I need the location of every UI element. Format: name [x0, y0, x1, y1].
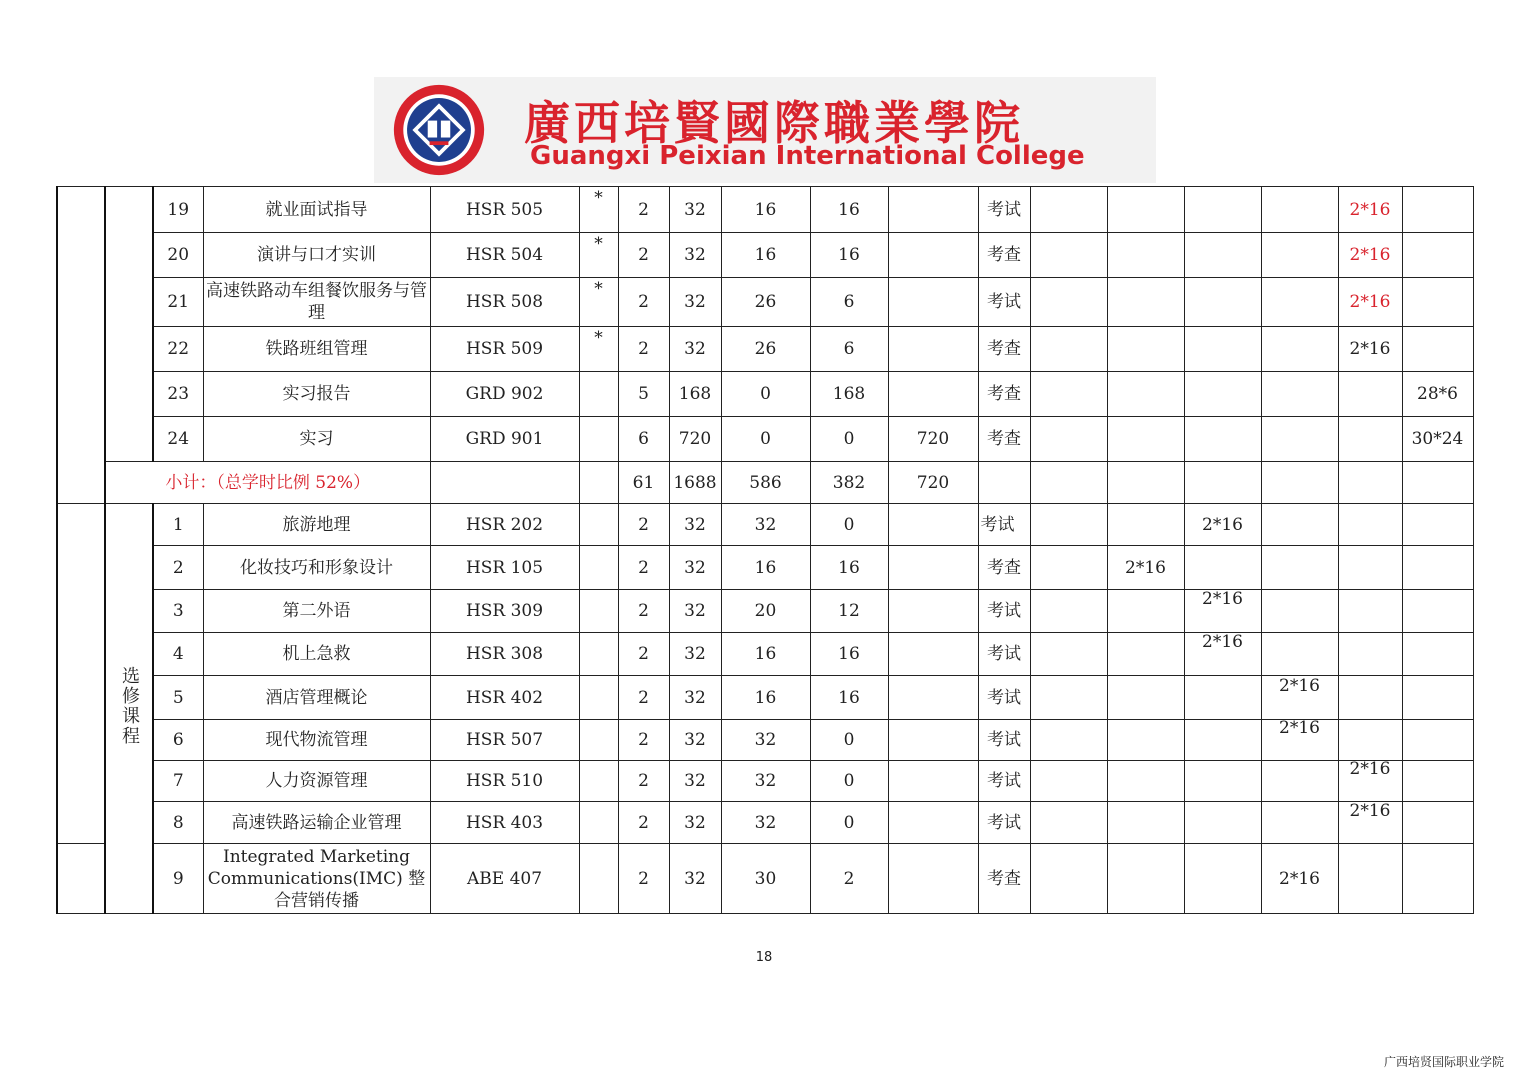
internship-hours	[888, 546, 978, 590]
total-hours: 32	[669, 761, 721, 802]
course-name: 旅游地理	[203, 504, 430, 546]
course-code: HSR 507	[430, 720, 579, 761]
table-row	[57, 844, 1473, 914]
semester-cell	[1261, 327, 1338, 372]
semester-value: 2*16	[1279, 675, 1320, 696]
semester-cell	[1184, 720, 1261, 761]
course-name: 就业面试指导	[203, 187, 430, 233]
semester-cell	[1107, 844, 1184, 914]
table-row	[57, 676, 1473, 720]
course-code: HSR 504	[430, 233, 579, 278]
practice-hours: 16	[810, 546, 888, 590]
semester-cell	[1261, 590, 1338, 633]
semester-cell	[1402, 720, 1473, 761]
semester-cell	[1184, 327, 1261, 372]
course-no: 3	[153, 590, 203, 633]
course-code: HSR 105	[430, 546, 579, 590]
course-table-body	[57, 187, 1473, 914]
semester-cell	[1402, 844, 1473, 914]
semester-cell	[1184, 187, 1261, 233]
theory-hours: 0	[721, 417, 810, 462]
core-star	[579, 720, 618, 761]
semester-cell	[1030, 633, 1107, 676]
assessment: 考查	[978, 233, 1030, 278]
elective-group-cell	[105, 504, 153, 914]
semester-cell	[1261, 676, 1338, 720]
total-hours: 32	[669, 676, 721, 720]
semester-cell	[1261, 462, 1338, 504]
header-banner	[374, 77, 1156, 183]
footer-college-name: 广西培贤国际职业学院	[1383, 1055, 1504, 1069]
credit: 2	[618, 844, 669, 914]
course-code: ABE 407	[430, 844, 579, 914]
semester-cell	[1402, 590, 1473, 633]
course-no: 24	[153, 417, 203, 462]
semester-cell	[1184, 761, 1261, 802]
theory-hours: 0	[721, 372, 810, 417]
table-row	[57, 417, 1473, 462]
practice-hours: 0	[810, 504, 888, 546]
table-row	[57, 761, 1473, 802]
assessment: 考试	[978, 590, 1030, 633]
semester-cell: 30*24	[1402, 417, 1473, 462]
table-row	[57, 278, 1473, 327]
practice-hours: 0	[810, 417, 888, 462]
credit: 6	[618, 417, 669, 462]
semester-cell	[1261, 233, 1338, 278]
semester-cell	[1261, 187, 1338, 233]
semester-cell	[1184, 546, 1261, 590]
credit: 2	[618, 590, 669, 633]
page-number: 18	[755, 950, 773, 965]
core-star	[579, 417, 618, 462]
semester-cell	[1338, 676, 1402, 720]
course-name: 第二外语	[203, 590, 430, 633]
total-hours: 32	[669, 278, 721, 327]
semester-cell	[1107, 633, 1184, 676]
semester-cell	[1107, 417, 1184, 462]
subtotal-internship: 720	[888, 462, 978, 504]
course-code: HSR 505	[430, 187, 579, 233]
college-logo-icon	[392, 83, 486, 177]
semester-cell	[1107, 504, 1184, 546]
practice-hours: 6	[810, 278, 888, 327]
semester-cell	[1402, 504, 1473, 546]
semester-cell	[1107, 187, 1184, 233]
total-hours: 32	[669, 504, 721, 546]
internship-hours: 720	[888, 417, 978, 462]
theory-hours: 16	[721, 633, 810, 676]
course-no: 21	[153, 278, 203, 327]
core-star	[579, 633, 618, 676]
semester-cell	[1030, 761, 1107, 802]
semester-cell	[1030, 278, 1107, 327]
semester-cell	[1402, 233, 1473, 278]
table-row	[57, 504, 1473, 546]
theory-hours: 32	[721, 504, 810, 546]
semester-cell	[1030, 676, 1107, 720]
credit: 2	[618, 233, 669, 278]
semester-cell	[1338, 844, 1402, 914]
credit: 2	[618, 633, 669, 676]
course-code: HSR 308	[430, 633, 579, 676]
internship-hours	[888, 720, 978, 761]
semester-value: 2*16	[1202, 632, 1243, 652]
subtotal-practice: 382	[810, 462, 888, 504]
credit: 2	[618, 504, 669, 546]
table-row	[57, 187, 1473, 233]
subtotal-hours: 1688	[669, 462, 721, 504]
semester-value: 2*16	[1349, 801, 1391, 821]
semester-cell	[1030, 590, 1107, 633]
core-star: *	[579, 187, 618, 233]
semester-cell	[978, 462, 1030, 504]
semester-cell: 28*6	[1402, 372, 1473, 417]
semester-cell: 2*16	[1261, 844, 1338, 914]
semester-cell	[1338, 417, 1402, 462]
theory-hours: 26	[721, 278, 810, 327]
semester-cell	[1261, 761, 1338, 802]
semester-cell	[1107, 327, 1184, 372]
semester-cell	[1261, 720, 1338, 761]
course-code: HSR 309	[430, 590, 579, 633]
assessment: 考查	[978, 372, 1030, 417]
table-row	[57, 233, 1473, 278]
internship-hours	[888, 633, 978, 676]
total-hours: 720	[669, 417, 721, 462]
semester-cell	[1402, 327, 1473, 372]
semester-cell	[1107, 278, 1184, 327]
internship-hours	[888, 187, 978, 233]
course-no: 1	[153, 504, 203, 546]
semester-cell	[1030, 417, 1107, 462]
course-name: 现代物流管理	[203, 720, 430, 761]
semester-cell	[1402, 462, 1473, 504]
subtotal-code-empty	[430, 462, 579, 504]
assessment: 考查	[978, 327, 1030, 372]
subtotal-row	[57, 462, 1473, 504]
semester-cell	[1184, 417, 1261, 462]
internship-hours	[888, 372, 978, 417]
total-hours: 32	[669, 844, 721, 914]
course-name: 实习报告	[203, 372, 430, 417]
semester-cell	[1030, 233, 1107, 278]
semester-cell	[1030, 327, 1107, 372]
credit: 5	[618, 372, 669, 417]
semester-cell	[1338, 802, 1402, 844]
semester-cell	[1107, 761, 1184, 802]
semester-cell	[1030, 462, 1107, 504]
assessment: 考试	[978, 761, 1030, 802]
internship-hours	[888, 504, 978, 546]
table-row	[57, 590, 1473, 633]
internship-hours	[888, 802, 978, 844]
theory-hours: 32	[721, 761, 810, 802]
semester-cell	[1184, 462, 1261, 504]
theory-hours: 26	[721, 327, 810, 372]
total-hours: 32	[669, 633, 721, 676]
core-star: *	[579, 278, 618, 327]
course-code: HSR 510	[430, 761, 579, 802]
semester-cell	[1184, 844, 1261, 914]
course-no: 4	[153, 633, 203, 676]
core-star	[579, 372, 618, 417]
semester-cell	[1338, 546, 1402, 590]
total-hours: 32	[669, 802, 721, 844]
theory-hours: 16	[721, 676, 810, 720]
category-cell-outer	[57, 504, 105, 844]
semester-cell	[1338, 372, 1402, 417]
table-row	[57, 372, 1473, 417]
course-name: 高速铁路动车组餐饮服务与管理	[203, 278, 430, 327]
total-hours: 32	[669, 327, 721, 372]
semester-cell: 2*16	[1107, 546, 1184, 590]
credit: 2	[618, 802, 669, 844]
course-name: 铁路班组管理	[203, 327, 430, 372]
course-no: 19	[153, 187, 203, 233]
practice-hours: 16	[810, 233, 888, 278]
elective-group-label: 选修课程	[119, 665, 140, 746]
total-hours: 32	[669, 233, 721, 278]
semester-cell: 2*16	[1338, 233, 1402, 278]
credit: 2	[618, 278, 669, 327]
semester-cell	[1402, 546, 1473, 590]
course-name: 人力资源管理	[203, 761, 430, 802]
semester-cell	[1184, 633, 1261, 676]
semester-cell	[1402, 761, 1473, 802]
course-name: 机上急救	[203, 633, 430, 676]
semester-cell	[1107, 720, 1184, 761]
theory-hours: 16	[721, 187, 810, 233]
assessment: 考试	[978, 802, 1030, 844]
semester-cell	[1030, 187, 1107, 233]
internship-hours	[888, 590, 978, 633]
theory-hours: 16	[721, 233, 810, 278]
course-no: 22	[153, 327, 203, 372]
total-hours: 32	[669, 546, 721, 590]
college-name-en: Guangxi Peixian International College	[530, 141, 1085, 171]
semester-cell	[1107, 802, 1184, 844]
course-code: HSR 508	[430, 278, 579, 327]
practice-hours: 0	[810, 761, 888, 802]
core-star	[579, 590, 618, 633]
semester-cell	[1338, 633, 1402, 676]
semester-value: 2*16	[1202, 589, 1243, 609]
semester-cell	[1107, 676, 1184, 720]
college-name-cn: 廣西培賢國際職業學院	[524, 96, 1024, 150]
practice-hours: 168	[810, 372, 888, 417]
category-cell-outer	[57, 187, 105, 504]
semester-cell	[1184, 372, 1261, 417]
course-no: 23	[153, 372, 203, 417]
semester-cell	[1107, 590, 1184, 633]
subtotal-theory: 586	[721, 462, 810, 504]
core-star: *	[579, 233, 618, 278]
semester-cell	[1402, 278, 1473, 327]
semester-cell	[1107, 462, 1184, 504]
credit: 2	[618, 327, 669, 372]
semester-cell	[1184, 676, 1261, 720]
core-star	[579, 504, 618, 546]
semester-cell	[1184, 802, 1261, 844]
total-hours: 168	[669, 372, 721, 417]
theory-hours: 32	[721, 802, 810, 844]
assessment: 考试	[978, 676, 1030, 720]
course-code: GRD 901	[430, 417, 579, 462]
internship-hours	[888, 278, 978, 327]
assessment: 考试	[978, 278, 1030, 327]
semester-cell	[1261, 417, 1338, 462]
course-name: 化妆技巧和形象设计	[203, 546, 430, 590]
core-star	[579, 546, 618, 590]
theory-hours: 32	[721, 720, 810, 761]
total-hours: 32	[669, 590, 721, 633]
internship-hours	[888, 233, 978, 278]
assessment: 考查	[978, 844, 1030, 914]
semester-cell	[1402, 676, 1473, 720]
semester-cell	[1030, 720, 1107, 761]
semester-cell	[1261, 633, 1338, 676]
internship-hours	[888, 327, 978, 372]
semester-cell	[1402, 802, 1473, 844]
credit: 2	[618, 546, 669, 590]
semester-cell	[1261, 372, 1338, 417]
semester-cell	[1402, 187, 1473, 233]
internship-hours	[888, 761, 978, 802]
course-no: 20	[153, 233, 203, 278]
semester-cell	[1030, 546, 1107, 590]
assessment: 考试	[978, 633, 1030, 676]
semester-cell	[1338, 462, 1402, 504]
semester-cell	[1261, 278, 1338, 327]
semester-cell	[1184, 590, 1261, 633]
core-star: *	[579, 327, 618, 372]
semester-cell: 2*16	[1338, 327, 1402, 372]
semester-cell	[1338, 590, 1402, 633]
table-row	[57, 802, 1473, 844]
course-name: 酒店管理概论	[203, 676, 430, 720]
subtotal-credit: 61	[618, 462, 669, 504]
course-no: 8	[153, 802, 203, 844]
core-star	[579, 761, 618, 802]
course-code: HSR 509	[430, 327, 579, 372]
practice-hours: 16	[810, 633, 888, 676]
practice-hours: 0	[810, 720, 888, 761]
subtotal-label: 小计：（总学时比例 52%）	[105, 462, 430, 504]
semester-cell	[1184, 278, 1261, 327]
practice-hours: 0	[810, 802, 888, 844]
core-star	[579, 844, 618, 914]
subtotal-star-empty	[579, 462, 618, 504]
category-cell-outer	[57, 844, 105, 914]
semester-cell	[1184, 233, 1261, 278]
internship-hours	[888, 676, 978, 720]
semester-cell	[1030, 844, 1107, 914]
table-row	[57, 720, 1473, 761]
credit: 2	[618, 676, 669, 720]
semester-cell	[1030, 372, 1107, 417]
semester-cell	[1107, 233, 1184, 278]
course-name: 演讲与口才实训	[203, 233, 430, 278]
course-code: HSR 202	[430, 504, 579, 546]
practice-hours: 2	[810, 844, 888, 914]
credit: 2	[618, 187, 669, 233]
course-no: 9	[153, 844, 203, 914]
practice-hours: 12	[810, 590, 888, 633]
course-name: 高速铁路运输企业管理	[203, 802, 430, 844]
theory-hours: 16	[721, 546, 810, 590]
total-hours: 32	[669, 187, 721, 233]
credit: 2	[618, 761, 669, 802]
semester-cell: 2*16	[1184, 504, 1261, 546]
assessment: 考试	[978, 720, 1030, 761]
total-hours: 32	[669, 720, 721, 761]
table-row	[57, 546, 1473, 590]
semester-cell	[1402, 633, 1473, 676]
table-row	[57, 327, 1473, 372]
practice-hours: 16	[810, 187, 888, 233]
theory-hours: 20	[721, 590, 810, 633]
internship-hours	[888, 844, 978, 914]
semester-cell	[1030, 802, 1107, 844]
course-code: HSR 403	[430, 802, 579, 844]
semester-cell	[1338, 504, 1402, 546]
table-row	[57, 633, 1473, 676]
semester-cell	[1261, 504, 1338, 546]
course-code: GRD 902	[430, 372, 579, 417]
assessment: 考查	[978, 417, 1030, 462]
assessment: 考试	[978, 187, 1030, 233]
semester-cell	[1261, 546, 1338, 590]
semester-cell	[1338, 761, 1402, 802]
assessment: 考查	[978, 546, 1030, 590]
course-table	[56, 186, 1474, 914]
course-no: 2	[153, 546, 203, 590]
core-star	[579, 676, 618, 720]
course-no: 7	[153, 761, 203, 802]
course-no: 6	[153, 720, 203, 761]
course-name: 实习	[203, 417, 430, 462]
semester-cell: 2*16	[1338, 278, 1402, 327]
core-star	[579, 802, 618, 844]
semester-cell	[1030, 504, 1107, 546]
practice-hours: 16	[810, 676, 888, 720]
assessment: 考试	[978, 504, 1030, 546]
category-cell-inner	[105, 187, 153, 462]
practice-hours: 6	[810, 327, 888, 372]
course-no: 5	[153, 676, 203, 720]
credit: 2	[618, 720, 669, 761]
course-name: Integrated Marketing Communications(IMC) 整合营销传播	[203, 844, 430, 914]
semester-cell	[1261, 802, 1338, 844]
semester-value: 2*16	[1349, 760, 1391, 779]
semester-value: 2*16	[1279, 719, 1320, 738]
semester-cell	[1107, 372, 1184, 417]
semester-cell: 2*16	[1338, 187, 1402, 233]
semester-cell	[1338, 720, 1402, 761]
course-code: HSR 402	[430, 676, 579, 720]
theory-hours: 30	[721, 844, 810, 914]
